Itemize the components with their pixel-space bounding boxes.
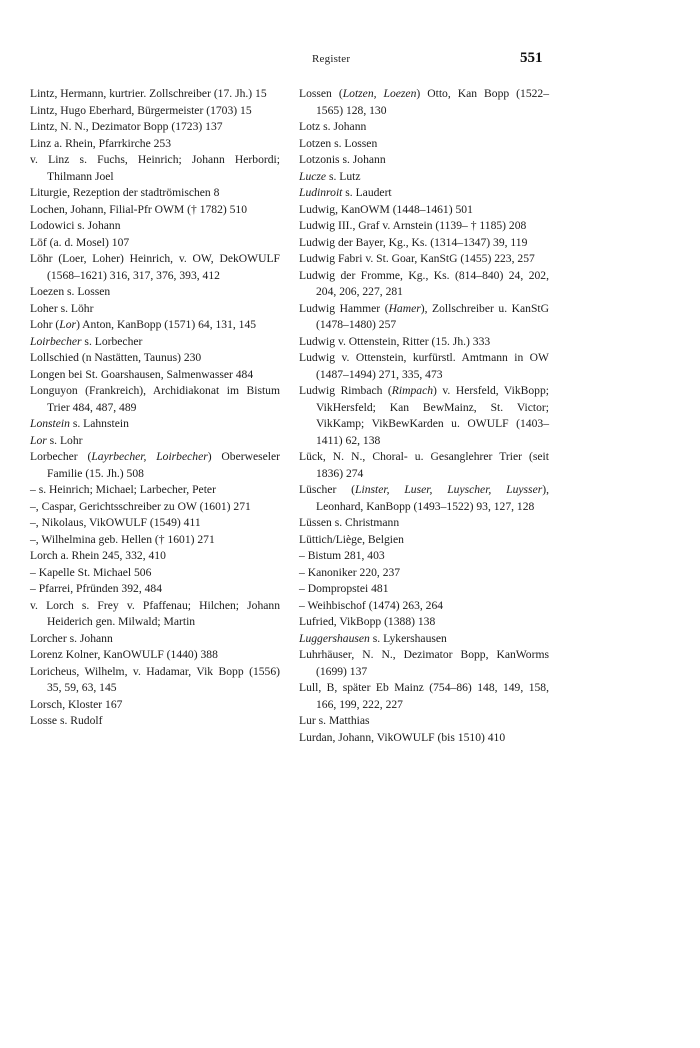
index-entry: Lurdan, Johann, VikOWULF (bis 1510) 410 (299, 730, 506, 744)
running-head: Register (312, 53, 351, 65)
index-entry: Lull, B, später Eb Mainz (754–86) 148, 149, 158, 166, 199, 222, 227 (299, 681, 549, 711)
index-entry: Lonstein s. Lahnstein (30, 417, 129, 430)
index-entry: – Pfarrei, Pfründen 392, 484 (30, 582, 163, 595)
index-entry: v. Linz s. Fuchs, Heinrich; Johann Herbordi; Thilmann Joel (30, 153, 280, 183)
index-entry: Ludwig der Fromme, Kg., Ks. (814–840) 24, 202, 204, 206, 227, 281 (299, 268, 549, 298)
index-entry: – Weihbischof (1474) 263, 264 (299, 598, 444, 612)
index-entry: Lintz, Hermann, kurtrier. Zollschreiber (17. Jh.) 15 (30, 87, 267, 100)
index-entry: Lorch a. Rhein 245, 332, 410 (30, 549, 166, 562)
index-entry: Löhr (Loer, Loher) Heinrich, v. OW, DekOWULF (1568–1621) 316, 317, 376, 393, 412 (30, 252, 280, 282)
index-entry: Losse s. Rudolf (30, 714, 103, 727)
index-entry: Lufried, VikBopp (1388) 138 (299, 615, 436, 628)
index-entry: Liturgie, Rezeption der stadtrömischen 8 (30, 186, 220, 199)
index-entry: v. Lorch s. Frey v. Pfaffenau; Hilchen; Johann Heiderich gen. Milwald; Martin (30, 598, 280, 628)
index-entry: Loher s. Löhr (30, 301, 94, 315)
index-entry: Ludinroit s. Laudert (299, 186, 392, 199)
index-entry: Longen bei St. Goarshausen, Salmenwasser 484 (30, 367, 254, 381)
page-number: 551 (520, 50, 543, 66)
index-entry: – Bistum 281, 403 (299, 549, 385, 562)
index-entry: – Kapelle St. Michael 506 (30, 565, 152, 579)
index-entry: – Dompropstei 481 (299, 582, 389, 595)
index-entry: Ludwig III., Graf v. Arnstein (1139– † 1185) 208 (299, 219, 527, 232)
index-entry: Lorsch, Kloster 167 (30, 697, 123, 711)
index-entry: –, Caspar, Gerichtsschreiber zu OW (1601) 271 (30, 499, 251, 513)
index-entry: Ludwig v. Ottenstein, kurfürstl. Amtmann in OW (1487–1494) 271, 335, 473 (299, 351, 549, 381)
index-entry: – s. Heinrich; Michael; Larbecher, Peter (30, 483, 216, 496)
index-entry: Lotz s. Johann (299, 120, 367, 133)
index-entry: Lor s. Lohr (30, 433, 83, 447)
index-entry: Longuyon (Frankreich), Archidiakonat im Bistum Trier 484, 487, 489 (30, 384, 280, 414)
index-entry: Lüscher (Linster, Luser, Luyscher, Luysser), Leonhard, KanBopp (1493–1522) 93, 127, 128 (299, 483, 549, 513)
index-entry: Lück, N. N., Choral- u. Gesanglehrer Trier (seit 1836) 274 (299, 450, 549, 480)
index-entry: Lotzen s. Lossen (299, 136, 378, 150)
index-entry: Loezen s. Lossen (30, 285, 111, 298)
index-entry: Lüssen s. Christmann (299, 516, 400, 529)
index-entry: Lotzonis s. Johann (299, 153, 386, 166)
index-entry: Ludwig Hammer (Hamer), Zollschreiber u. KanStG (1478–1480) 257 (299, 301, 549, 331)
index-entry: Linz a. Rhein, Pfarrkirche 253 (30, 136, 172, 150)
index-entry: Lorenz Kolner, KanOWULF (1440) 388 (30, 648, 218, 661)
index-entry: Lintz, Hugo Eberhard, Bürgermeister (1703) 15 (30, 103, 252, 117)
index-entry: Ludwig der Bayer, Kg., Ks. (1314–1347) 39, 119 (299, 235, 528, 249)
index-entry: Lossen (Lotzen, Loezen) Otto, Kan Bopp (1522–1565) 128, 130 (299, 87, 550, 117)
index-entry: – Kanoniker 220, 237 (299, 565, 401, 579)
index-entry: Löf (a. d. Mosel) 107 (30, 235, 130, 249)
index-entry: Lodowici s. Johann (30, 219, 121, 232)
index-entry: Ludwig, KanOWM (1448–1461) 501 (299, 202, 473, 216)
index-entry: Luggershausen s. Lykershausen (299, 631, 447, 645)
index-entry: Lollschied (n Nastätten, Taunus) 230 (30, 351, 202, 364)
index-entry: Lüttich/Liège, Belgien (299, 532, 404, 546)
index-entry: –, Wilhelmina geb. Hellen († 1601) 271 (30, 532, 215, 546)
index-entry: Ludwig Fabri v. St. Goar, KanStG (1455) 223, 257 (299, 252, 535, 265)
index-entry: Ludwig Rimbach (Rimpach) v. Hersfeld, VikBopp; VikHersfeld; Kan BewMainz, St. Victor; VikKamp; VikBewKarden u. OWULF (1403–1411) 62, 138 (299, 384, 549, 447)
index-column-right (299, 86, 549, 746)
index-entry: Lorbecher (Layrbecher, Loirbecher) Oberweseler Familie (15. Jh.) 508 (30, 450, 280, 480)
index-entry: Lur s. Matthias (299, 714, 370, 727)
index-entry: Lohr (Lor) Anton, KanBopp (1571) 64, 131, 145 (30, 318, 257, 331)
index-entry: Loirbecher s. Lorbecher (30, 334, 143, 348)
index-entry: Lintz, N. N., Dezimator Bopp (1723) 137 (30, 120, 223, 133)
index-entry: Lucze s. Lutz (299, 169, 361, 183)
index-entry: Ludwig v. Ottenstein, Ritter (15. Jh.) 333 (299, 334, 491, 348)
index-column-left (30, 86, 280, 730)
index-entry: Lochen, Johann, Filial-Pfr OWM († 1782) 510 (30, 202, 248, 216)
index-entry: Luhrhäuser, N. N., Dezimator Bopp, KanWorms (1699) 137 (299, 648, 549, 678)
index-entry: –, Nikolaus, VikOWULF (1549) 411 (30, 516, 201, 529)
index-entry: Loricheus, Wilhelm, v. Hadamar, Vik Bopp (1556) 35, 59, 63, 145 (30, 664, 280, 694)
index-entry: Lorcher s. Johann (30, 631, 113, 645)
